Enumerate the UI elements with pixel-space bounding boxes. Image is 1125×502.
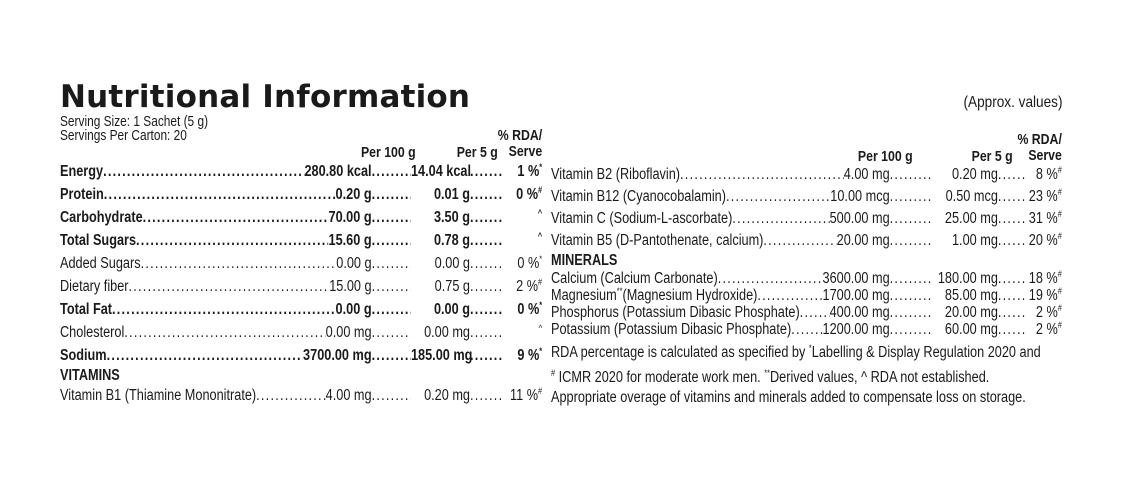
leader-dots xyxy=(800,304,830,321)
value-rda: 2 %# xyxy=(1035,321,1062,338)
value-per-100g: 3600.00 mg xyxy=(822,270,890,287)
note-line2-mark: # xyxy=(551,368,556,379)
rda-mark: # xyxy=(1057,287,1062,296)
nutrient-row xyxy=(60,252,542,275)
value-rda: 9 %* xyxy=(517,345,543,364)
value-per-5g: 0.50 mcg xyxy=(945,188,998,205)
mineral-rows xyxy=(551,270,1062,338)
leader-dots xyxy=(470,252,503,275)
nutrient-name: Energy xyxy=(60,163,104,180)
value-rda: 20 %# xyxy=(1028,230,1062,249)
vitamins-right-rows xyxy=(551,164,1062,252)
value-rda: 2 %# xyxy=(516,276,543,295)
header-rda-right-line2: Serve xyxy=(1028,147,1062,164)
nutrient-name: Potassium (Potassium Dibasic Phosphate) xyxy=(551,321,792,338)
nutrient-row xyxy=(60,160,542,183)
nutrient-row xyxy=(60,183,542,206)
nutrient-name: Vitamin B2 (Riboflavin) xyxy=(551,166,681,183)
leader-dots xyxy=(470,344,503,367)
rda-mark: # xyxy=(538,276,543,287)
value-per-100g: 0.00 mg xyxy=(325,324,372,341)
note-line3: Appropriate overage of vitamins and minerals added to compensate loss on storage. xyxy=(551,389,1026,407)
rda-mark: # xyxy=(1057,270,1062,279)
nutrition-panel xyxy=(60,79,1062,412)
value-per-100g: 280.80 kcal xyxy=(304,163,372,180)
value-rda: 19 %# xyxy=(1028,287,1062,304)
nutrient-row xyxy=(551,164,1062,186)
rda-mark: # xyxy=(1057,208,1062,219)
vitamins-left-rows xyxy=(60,385,542,407)
value-per-100g: 3700.00 mg xyxy=(303,347,372,364)
leader-dots xyxy=(372,252,411,275)
rda-mark: * xyxy=(539,299,543,310)
nutrient-row xyxy=(551,270,1062,287)
leader-dots xyxy=(732,208,829,230)
leader-dots xyxy=(141,252,337,275)
leader-dots xyxy=(998,208,1026,230)
value-per-5g: 14.04 kcal xyxy=(410,163,472,180)
leader-dots xyxy=(763,230,836,252)
nutrient-row xyxy=(60,206,542,229)
leader-dots xyxy=(470,275,503,298)
leader-dots xyxy=(998,164,1026,186)
leader-dots xyxy=(372,160,411,183)
value-per-5g: 0.01 g xyxy=(433,186,470,203)
leader-dots xyxy=(998,230,1026,252)
note-line1-a: RDA percentage is calculated as specified by xyxy=(551,344,809,362)
leader-dots xyxy=(890,270,931,287)
leader-dots xyxy=(129,275,330,298)
header-per-5g-right: Per 5 g xyxy=(971,148,1013,165)
value-per-5g: 60.00 mg xyxy=(944,321,998,338)
leader-dots xyxy=(372,229,411,252)
leader-dots xyxy=(372,275,411,298)
value-per-100g: 70.00 g xyxy=(328,209,372,226)
rda-mark: # xyxy=(1057,164,1062,175)
leader-dots xyxy=(718,270,823,287)
leader-dots xyxy=(372,321,411,344)
nutrient-name: Total Fat xyxy=(60,301,113,318)
value-rda xyxy=(503,321,542,344)
value-per-100g: 0.00 g xyxy=(336,255,372,272)
header-rda-line2: Serve xyxy=(508,143,543,160)
value-per-100g: 10.00 mcg xyxy=(830,188,890,205)
rda-mark: # xyxy=(1057,230,1062,241)
header-per-100g-right: Per 100 g xyxy=(857,148,913,165)
value-rda: 8 %# xyxy=(1035,164,1062,183)
value-rda: 18 %# xyxy=(1028,270,1062,287)
value-per-5g: 185.00 mg xyxy=(410,347,473,364)
value-rda: 11 %# xyxy=(510,385,543,404)
leader-dots xyxy=(256,385,326,407)
rda-mark: * xyxy=(539,253,543,264)
leader-dots xyxy=(470,385,503,407)
nutrient-row xyxy=(60,385,542,407)
value-per-5g: 85.00 mg xyxy=(944,287,998,304)
value-per-5g: 180.00 mg xyxy=(937,270,998,287)
value-rda xyxy=(503,229,542,252)
leader-dots xyxy=(890,287,931,304)
vitamins-heading: VITAMINS xyxy=(60,367,120,384)
header-rda-line1: % RDA/ xyxy=(497,127,543,144)
leader-dots xyxy=(104,183,336,206)
leader-dots xyxy=(680,164,844,186)
leader-dots xyxy=(470,160,503,183)
nutrient-name: Cholesterol xyxy=(60,324,125,341)
left-header xyxy=(60,129,542,160)
value-rda: 31 %# xyxy=(1028,208,1062,227)
rda-note xyxy=(551,338,1062,408)
nutrient-name: Carbohydrate xyxy=(60,209,143,226)
leader-dots xyxy=(112,298,336,321)
nutrient-name-mark: ** xyxy=(616,287,623,296)
value-per-100g: 500.00 mg xyxy=(829,210,890,227)
leader-dots xyxy=(890,208,931,230)
leader-dots xyxy=(372,183,411,206)
nutrient-name: Dietary fiber xyxy=(60,278,129,295)
leader-dots xyxy=(998,186,1026,208)
nutrient-name: Magnesium**(Magnesium Hydroxide) xyxy=(551,287,758,304)
nutrient-name: Vitamin C (Sodium-L-ascorbate) xyxy=(551,210,733,227)
nutrient-name: Protein xyxy=(60,186,104,203)
value-rda: 2 %# xyxy=(1035,304,1062,321)
value-per-5g: 0.20 mg xyxy=(424,387,470,404)
value-per-100g: 4.00 mg xyxy=(843,166,890,183)
nutrient-name: Sodium xyxy=(60,347,107,364)
leader-dots xyxy=(470,183,503,206)
value-per-5g: 0.20 mg xyxy=(951,166,998,183)
approx-values-note: (Approx. values) xyxy=(962,94,1062,111)
value-per-5g: 0.75 g xyxy=(434,278,470,295)
nutrient-row xyxy=(551,304,1062,321)
value-per-100g: 1700.00 mg xyxy=(822,287,890,304)
leader-dots xyxy=(470,321,503,344)
nutrient-row xyxy=(60,298,542,321)
nutrient-row xyxy=(551,208,1062,230)
rda-mark: # xyxy=(1057,304,1062,313)
rda-mark: # xyxy=(1057,186,1062,197)
value-per-5g: 1.00 mg xyxy=(951,232,998,249)
value-per-5g: 0.00 g xyxy=(434,255,470,272)
leader-dots xyxy=(890,304,931,321)
rda-mark: ^ xyxy=(537,230,543,241)
nutrient-row xyxy=(551,230,1062,252)
leader-dots xyxy=(143,206,329,229)
note-line1-b: Labelling & Display Regulation 2020 and xyxy=(811,344,1041,362)
leader-dots xyxy=(890,230,931,252)
value-per-100g: 400.00 mg xyxy=(829,304,890,321)
leader-dots xyxy=(890,186,931,208)
header-rda-right xyxy=(1013,132,1062,164)
leader-dots xyxy=(998,287,1026,304)
leader-dots xyxy=(890,164,931,186)
value-rda: 0 %* xyxy=(517,253,543,272)
value-per-100g: 20.00 mg xyxy=(836,232,890,249)
leader-dots xyxy=(998,321,1026,338)
nutrient-name: Calcium (Calcium Carbonate) xyxy=(551,270,718,287)
value-per-100g: 0.00 g xyxy=(335,301,372,318)
value-per-5g: 25.00 mg xyxy=(944,210,998,227)
leader-dots xyxy=(372,298,411,321)
value-per-5g: 0.78 g xyxy=(433,232,470,249)
nutrient-name: Vitamin B5 (D-Pantothenate, calcium) xyxy=(551,232,764,249)
value-per-5g: 3.50 g xyxy=(433,209,470,226)
value-per-100g: 15.00 g xyxy=(329,278,372,295)
left-nutrient-rows xyxy=(60,160,542,367)
note-line2-mark2: ** xyxy=(764,368,770,379)
leader-dots xyxy=(372,206,411,229)
page-title: Nutritional Information xyxy=(60,79,471,115)
header-rda xyxy=(498,128,542,160)
nutrient-name: Vitamin B12 (Cyanocobalamin) xyxy=(551,188,726,205)
leader-dots xyxy=(372,344,411,367)
value-per-5g: 0.00 mg xyxy=(424,324,470,341)
leader-dots xyxy=(757,287,822,304)
leader-dots xyxy=(372,385,411,407)
value-per-100g: 1200.00 mg xyxy=(822,321,890,338)
rda-mark: ^ xyxy=(537,207,543,218)
leader-dots xyxy=(890,321,931,338)
leader-dots xyxy=(470,229,503,252)
rda-mark: # xyxy=(1057,321,1062,330)
nutrient-row xyxy=(60,321,542,344)
nutrient-name-rest: (Magnesium Hydroxide) xyxy=(622,287,758,304)
header-rda-right-line1: % RDA/ xyxy=(1017,131,1062,148)
rda-mark: * xyxy=(539,161,543,172)
minerals-heading: MINERALS xyxy=(551,252,618,269)
leader-dots xyxy=(107,344,303,367)
note-line2-b: Derived values, ^ RDA not established. xyxy=(769,369,990,387)
nutrient-name: Phosphorus (Potassium Dibasic Phosphate) xyxy=(551,304,800,321)
leader-dots xyxy=(470,206,503,229)
note-line2-a: ICMR 2020 for moderate work men. xyxy=(558,369,765,387)
header-per-5g: Per 5 g xyxy=(456,144,498,161)
leader-dots xyxy=(726,186,830,208)
right-header xyxy=(551,131,1062,165)
rda-mark: ^ xyxy=(538,322,543,333)
value-per-100g: 0.20 g xyxy=(335,186,372,203)
nutrient-name: Total Sugars xyxy=(60,232,137,249)
leader-dots xyxy=(791,321,822,338)
serving-size: Serving Size: 1 Sachet (5 g) xyxy=(60,114,209,130)
nutrient-name: Vitamin B1 (Thiamine Mononitrate) xyxy=(60,387,257,404)
leader-dots xyxy=(998,304,1026,321)
value-rda xyxy=(503,206,542,229)
rda-mark: * xyxy=(539,345,543,356)
value-rda: 1 %* xyxy=(517,161,543,180)
left-column xyxy=(60,115,542,407)
value-rda: 0 %* xyxy=(517,299,543,318)
leader-dots xyxy=(103,160,304,183)
header-per-100g: Per 100 g xyxy=(360,144,416,161)
rda-mark: # xyxy=(538,184,543,195)
nutrient-row xyxy=(551,287,1062,304)
leader-dots xyxy=(124,321,325,344)
value-per-5g: 20.00 mg xyxy=(944,304,998,321)
note-line1-mark: * xyxy=(808,343,812,353)
nutrient-row xyxy=(551,186,1062,208)
right-column xyxy=(551,131,1062,408)
value-per-100g: 4.00 mg xyxy=(325,387,372,404)
nutrient-name: Added Sugars xyxy=(60,255,141,272)
leader-dots xyxy=(136,229,328,252)
value-rda: 0 %# xyxy=(516,184,543,203)
nutrient-row xyxy=(551,321,1062,338)
leader-dots xyxy=(470,298,503,321)
value-per-100g: 15.60 g xyxy=(328,232,372,249)
value-per-5g: 0.00 g xyxy=(433,301,470,318)
nutrient-row xyxy=(60,229,542,252)
value-rda: 23 %# xyxy=(1028,186,1062,205)
rda-mark: # xyxy=(538,385,543,396)
nutrient-row xyxy=(60,344,542,367)
servings-per-carton: Servings Per Carton: 20 xyxy=(60,128,187,144)
nutrient-row xyxy=(60,275,542,298)
leader-dots xyxy=(998,270,1026,287)
